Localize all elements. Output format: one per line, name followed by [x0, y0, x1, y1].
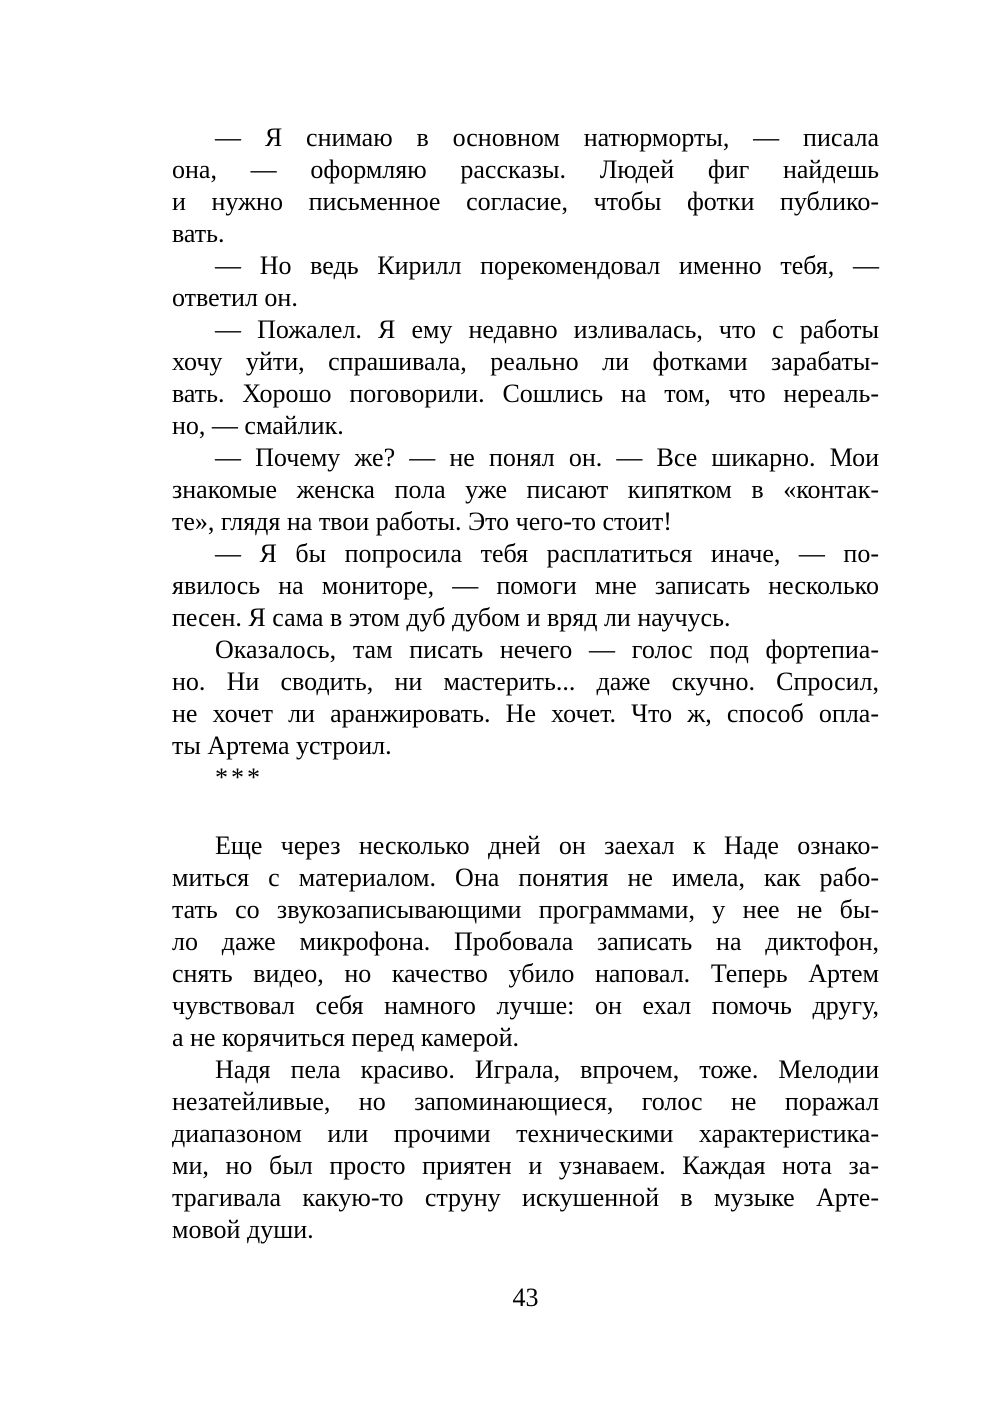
paragraph	[172, 314, 879, 442]
text-line: ответил он.	[172, 283, 298, 312]
text-line: явилось на мониторе, — помоги мне записать несколько	[172, 571, 879, 600]
text-line: — Почему же? — не понял он. — Все шикарно. Мои	[215, 443, 879, 472]
text-line: Еще через несколько дней он заехал к Наде ознако-	[215, 831, 879, 860]
text-line: чувствовал себя намного лучше: он ехал помочь другу,	[172, 991, 879, 1020]
text-line: вать.	[172, 219, 225, 248]
text-line: вать. Хорошо поговорили. Сошлись на том, что нереаль-	[172, 379, 879, 408]
text-line: не хочет ли аранжировать. Не хочет. Что ж, способ опла-	[172, 699, 879, 728]
section-separator: ***	[215, 763, 263, 792]
paragraph	[172, 250, 879, 314]
text-line: мовой души.	[172, 1215, 314, 1244]
paragraph	[172, 538, 879, 634]
text-line: — Я снимаю в основном натюрморты, — писала	[215, 123, 879, 152]
text-line: она, — оформляю рассказы. Людей фиг найдешь	[172, 155, 879, 184]
text-line: те», глядя на твои работы. Это чего-то стоит!	[172, 507, 672, 536]
page-number: 43	[512, 1283, 539, 1312]
paragraph	[172, 122, 879, 250]
text-line: песен. Я сама в этом дуб дубом и вряд ли научусь.	[172, 603, 731, 632]
text-line: Надя пела красиво. Играла, впрочем, тоже. Мелодии	[215, 1055, 879, 1084]
text-line: ло даже микрофона. Пробовала записать на диктофон,	[172, 927, 879, 956]
text-line: а не корячиться перед камерой.	[172, 1023, 520, 1052]
paragraph	[172, 634, 879, 762]
paragraph	[172, 442, 879, 538]
text-line: — Но ведь Кирилл порекомендовал именно тебя, —	[215, 251, 879, 280]
text-line: тать со звукозаписывающими программами, у нее не бы-	[172, 895, 879, 924]
text-line: снять видео, но качество убило наповал. Теперь Артем	[172, 959, 879, 988]
text-line: — Пожалел. Я ему недавно изливалась, что с работы	[215, 315, 879, 344]
text-line: незатейливые, но запоминающиеся, голос не поражал	[172, 1087, 879, 1116]
paragraph	[172, 1054, 879, 1246]
paragraph	[172, 830, 879, 1054]
text-line: Оказалось, там писать нечего — голос под фортепиа-	[215, 635, 879, 664]
text-line: трагивала какую-то струну искушенной в музыке Арте-	[172, 1183, 879, 1212]
text-line: и нужно письменное согласие, чтобы фотки публико-	[172, 187, 879, 216]
text-line: миться с материалом. Она понятия не имела, как рабо-	[172, 863, 879, 892]
text-line: но, — смайлик.	[172, 411, 344, 440]
text-line: ми, но был просто приятен и узнаваем. Каждая нота за-	[172, 1151, 879, 1180]
text-line: — Я бы попросила тебя расплатиться иначе, — по-	[215, 539, 879, 568]
text-line: диапазоном или прочими техническими характеристика-	[172, 1119, 879, 1148]
section-spacer	[172, 794, 879, 830]
text-column	[172, 0, 879, 1246]
text-line: но. Ни сводить, ни мастерить... даже скучно. Спросил,	[172, 667, 879, 696]
text-line: ты Артема устроил.	[172, 731, 392, 760]
text-line: хочу уйти, спрашивала, реально ли фотками зарабаты-	[172, 347, 879, 376]
text-line: знакомые женска пола уже писают кипятком в «контак-	[172, 475, 879, 504]
